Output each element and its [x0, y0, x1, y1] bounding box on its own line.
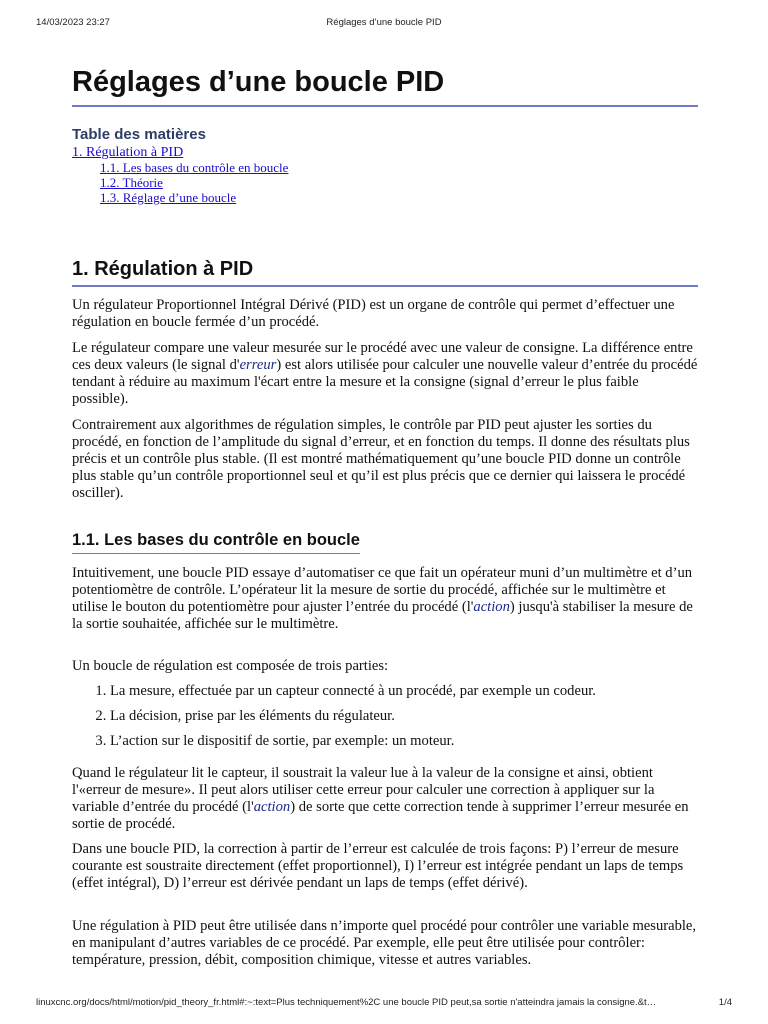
- text-run: Le régulateur compare une valeur mesurée sur le procédé avec une valeur de consigne. La différence entre ces deux valeurs (le signal d': [72, 340, 693, 373]
- page-number: 1/4: [718, 997, 732, 1008]
- print-footer: [36, 997, 732, 1008]
- subsection-heading-bases-controle: 1.1. Les bases du contrôle en boucle: [72, 531, 360, 554]
- print-date: 14/03/2023 23:27: [36, 17, 110, 28]
- print-header: [36, 17, 732, 28]
- paragraph: [72, 297, 698, 331]
- paragraph-text: Un régulateur Proportionnel Intégral Dérivé (PID) est un organe de contrôle qui permet d’effectuer une régulation en boucle fermée d’un procédé.: [72, 297, 675, 330]
- paragraph-text: [72, 565, 698, 633]
- toc-link-bases-controle[interactable]: 1.1. Les bases du contrôle en boucle: [100, 160, 289, 175]
- paragraph-text: Contrairement aux algorithmes de régulation simples, le contrôle par PID peut ajuster les sorties du procédé, en fonction de l’amplitude du signal d’erreur, et en fonction du temps. Il donne des résultats plus précis et un contrôle plus stable. (Il est montré mathématiquement qu’une boucle PID donne un contrôle plus stable qu’un contrôle proportionnel seul et qu’il est plus précis que ce dernier qui laissera le procédé osciller).: [72, 417, 690, 501]
- table-of-contents: [72, 126, 288, 205]
- toc-link-regulation-pid[interactable]: 1. Régulation à PID: [72, 145, 184, 160]
- emphasis-term: erreur: [239, 357, 277, 373]
- paragraph-text: [72, 340, 698, 408]
- paragraph: [72, 765, 698, 833]
- ordered-list: [72, 683, 698, 758]
- text-run: ) est alors utilisée pour calculer une nouvelle valeur d’entrée du procédé tendant à réduire au maximum l'écart entre la mesure et la consigne (signal d’erreur le plus faible possible).: [72, 357, 698, 407]
- toc-link-theorie[interactable]: 1.2. Théorie: [100, 175, 163, 190]
- paragraph: [72, 565, 698, 633]
- text-run: Quand le régulateur lit le capteur, il soustrait la valeur lue à la valeur de la consigne et ainsi, obtient l'«erreur de mesure». Il peut alors utiliser cette erreur pour calculer une correction à appliquer sur la variable d’entrée du procédé (l': [72, 765, 655, 815]
- paragraph: [72, 918, 698, 969]
- paragraph: [72, 417, 698, 502]
- section-heading-regulation-pid: 1. Régulation à PID: [72, 258, 698, 287]
- paragraph-text: Un boucle de régulation est composée de trois parties:: [72, 658, 389, 674]
- paragraph: [72, 841, 698, 892]
- print-page-title: Réglages d’une boucle PID: [326, 17, 442, 28]
- paragraph-text: Une régulation à PID peut être utilisée dans n’importe quel procédé pour contrôler une variable mesurable, en manipulant d’autres variables de ce procédé. Par exemple, elle peut être utilisée pour contrôler: température, pression, débit, composition chimique, vitesse et autres variables.: [72, 918, 697, 968]
- paragraph: [72, 340, 698, 408]
- emphasis-term: action: [473, 599, 510, 615]
- emphasis-term: action: [253, 799, 291, 815]
- text-run: ) de sorte que cette correction tende à supprimer l’erreur mesurée en sortie de procédé.: [72, 799, 689, 832]
- text-run: Intuitivement, une boucle PID essaye d’automatiser ce que fait un opérateur muni d’un multimètre et d’un potentiomètre de contrôle. L’opérateur lit la mesure de sortie du procédé, affichée sur le multimètre et utilise le bouton du potentiomètre pour ajuster l’entrée du procédé (l': [72, 565, 693, 615]
- paragraph-text: Dans une boucle PID, la correction à partir de l’erreur est calculée de trois façons: P) l’erreur de mesure courante est soustraite directement (effet proportionnel), I) l’erreur est intégrée pendant un laps de temps (effet intégral), D) l’erreur est dérivée pendant un laps de temps (effet dérivé).: [72, 841, 684, 891]
- text-run: ) jusqu'à stabiliser la mesure de la sortie souhaitée, affichée sur le multimètre.: [72, 599, 693, 632]
- source-url: linuxcnc.org/docs/html/motion/pid_theory_fr.html#:~:text=Plus techniquement%2C une boucle PID peut,sa sortie n'atteindra jamais la consigne.&t…: [36, 997, 657, 1008]
- list-item: 3. L’action sur le dispositif de sortie, par exemple: un moteur.: [110, 733, 698, 758]
- list-item: 2. La décision, prise par les éléments du régulateur.: [110, 708, 698, 733]
- toc-link-reglage-boucle[interactable]: 1.3. Réglage d’une boucle: [100, 190, 237, 205]
- list-item: 1. La mesure, effectuée par un capteur connecté à un procédé, par exemple un codeur.: [110, 683, 698, 708]
- paragraph: [72, 658, 698, 675]
- toc-heading: Table des matières: [72, 126, 206, 143]
- paragraph-text: [72, 765, 698, 833]
- page-title: Réglages d’une boucle PID: [72, 66, 698, 107]
